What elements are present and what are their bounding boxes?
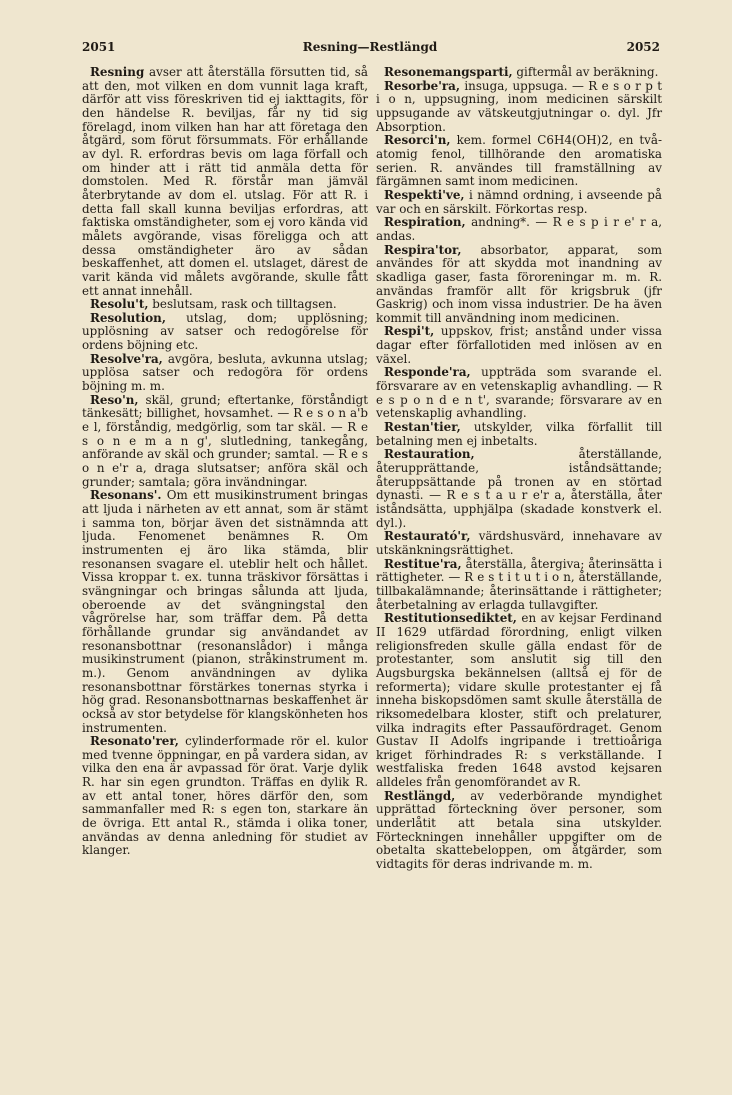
- entry-headword: Resorci'n,: [384, 133, 451, 148]
- entry-text: andning*. — R e s p i r e' r a, andas.: [376, 215, 662, 243]
- entry-headword: Resolve'ra,: [90, 351, 163, 366]
- entry-text: återställa, återgiva; återinsätta i rättigheter. — R e s t i t u t i o n, återställande, tillbakalämnande; återinsättande i rättigheter; återbetalning av erlagda tullavgifter.: [376, 556, 662, 612]
- right-page-number: 2052: [626, 40, 660, 54]
- entry-text: avser att återställa försutten tid, så att den, mot vilken en dom vunnit laga kraft, därför att viss föreskriven tid ej iakttagits, för den händelse R. beviljas, får ny tid sig förelagd, inom vilken han har att företaga den åtgärd, som förut försummats. För erhållande av dyl. R. erfordras bevis om laga förfall och om hinder att i rätt tid anmäla detta för domstolen. Med R. förstår man jämväl återbrytande av dom el. utslag. För att R. i detta fall skall kunna beviljas erfordras, att faktiska omständigheter, som ej voro kända vid målets avgörande, visas föreligga och att dessa omständigheter äro av sådan beskaffenhet, att domen el. utslaget, därest de varit kända vid målets avgörande, skulle fått ett annat innehåll.: [82, 65, 368, 298]
- entry-headword: Restauration,: [384, 447, 475, 462]
- entry-text: avgöra, besluta, avkunna utslag; upplösa satser och redogöra för ordens böjning m. m.: [82, 351, 368, 394]
- dictionary-entry: [82, 353, 368, 394]
- dictionary-entry: [376, 530, 662, 557]
- entry-text: giftermål av beräkning.: [512, 65, 659, 79]
- entry-headword: Resonato'rer,: [90, 734, 179, 749]
- entry-headword: Respi't,: [384, 324, 435, 339]
- entry-text: Om ett musikinstrument bringas att ljuda i närheten av ett annat, som är stämt i samma ton, börjar även det sistnämnda att ljuda. Fenomenet benämnes R. Om instrumenten ej äro lika stämda, blir resonansen svagare el. uteblir helt och hållet. Vissa kroppar t. ex. tunna träskivor försättas i svängningar och bringas sålunda att ljuda, oberoende av det svängningstal den vågrörelse har, som träffar dem. På detta förhållande grundar sig användandet av resonansbottnar (resonanslådor) i många musikinstrument (pianon, stråkinstrument m. m.). Genom användningen av dylika resonansbottnar förstärkes tonernas styrka i hög grad. Resonansbottnarnas beskaffenhet är också av stor betydelse för klangskönheten hos instrumenten.: [82, 488, 368, 735]
- entry-text: i nämnd ordning, i avseende på var och en särskilt. Förkortas resp.: [376, 187, 662, 216]
- dictionary-entry: [82, 735, 368, 858]
- entry-text: cylinderformade rör el. kulor med tvenne öppningar, en på vardera sidan, av vilka den ena är avpassad för örat. Varje dylik R. har sin egen grundton. Träffas en dylik R. av ett antal toner, höres därför den, som sammanfaller med R: s egen ton, starkare än de övriga. Ett antal R., stämda i olika toner, användas av denna anledning för studiet av klanger.: [82, 734, 368, 858]
- entry-text: av vederbörande myndighet upprättad förteckning över personer, som underlåtit att betala sina utskylder. Förteckningen innehåller uppgifter om de obetalta skattebeloppen, om åtgärder, som vidtagits för deras indrivande m. m.: [376, 788, 662, 872]
- dictionary-entry: [376, 189, 662, 216]
- dictionary-entry: [376, 366, 662, 421]
- entry-text: återställande, återupprättande, iståndsättande; återuppsättande på tronen av en störtad dynasti. — R e s t a u r e'r a, återställa, åter iståndsätta, upphjälpa (skadade konstverk el. dyl.).: [376, 447, 662, 530]
- entry-text: en av kejsar Ferdinand II 1629 utfärdad förordning, enligt vilken religionsfreden skulle gälla endast för de protestanter, som anslutit sig till den Augsburgska bekännelsen (alltså ej för de reformerta); vidare skulle protestanter ej få inneha biskopsdömen samt skulle återställa de riksomedelbara kloster, stift och prelaturer, vilka indragits efter Passaufördraget. Genom Gustav II Adolfs ingripande i trettioåriga kriget förhindrades R: s verkställande. I westfaliska freden 1648 avstod kejsaren alldeles från genomförandet av R.: [376, 611, 662, 790]
- entry-text: beslutsam, rask och tilltagsen.: [148, 297, 337, 312]
- entry-headword: Respekti've,: [384, 187, 465, 202]
- right-column: [376, 66, 662, 872]
- entry-text: absorbator, apparat, som användes för att skydda mot inandning av skadliga gaser, fasta föroreningar m. m. R. användas framför allt för krigsbruk (jfr Gaskrig) och inom vissa industrier. De ha även kommit till användning inom medicinen.: [376, 242, 662, 325]
- entry-text: uppskov, frist; anstånd under vissa dagar efter förfallotiden med inlösen av en växel.: [376, 324, 662, 366]
- entry-text: kem. formel C6H4(OH)2, en två-atomig fenol, tillhörande den aromatiska serien. R. användes till framställning av färgämnen samt inom medicinen.: [376, 133, 662, 189]
- dictionary-entry: [376, 244, 662, 326]
- dictionary-entry: [376, 216, 662, 243]
- entry-headword: Resonans'.: [90, 488, 162, 503]
- dictionary-entry: [82, 298, 368, 312]
- dictionary-entry: [376, 558, 662, 613]
- entry-headword: Restitutionsediktet,: [384, 611, 517, 626]
- entry-text: värdshusvärd, innehavare av utskänkningsrättighet.: [376, 529, 662, 557]
- dictionary-entry: [376, 80, 662, 135]
- entry-headword: Resorbe'ra,: [384, 78, 460, 93]
- entry-headword: Restlängd,: [384, 788, 456, 803]
- dictionary-entry: [82, 312, 368, 353]
- dictionary-entry: [82, 489, 368, 735]
- entry-text: utslag, dom; upplösning; upplösning av satser och redogörelse för ordens böjning etc.: [82, 310, 368, 353]
- dictionary-entry: [82, 66, 368, 298]
- entry-text: utskylder, vilka förfallit till betalning men ej inbetalts.: [376, 420, 662, 448]
- dictionary-entry: [376, 448, 662, 530]
- running-title: Resning—Restlängd: [302, 40, 438, 54]
- entry-headword: Restaurató'r,: [384, 529, 471, 544]
- dictionary-entry: [376, 134, 662, 189]
- entry-headword: Resolu't,: [90, 297, 149, 312]
- entry-headword: Resning: [90, 65, 145, 79]
- dictionary-entry: [376, 66, 662, 80]
- entry-headword: Resolution,: [90, 310, 166, 325]
- entry-text: uppträda som svarande el. försvarare av en vetenskaplig avhandling. — R e s p o n d e n t', svarande; försvarare av en vetenskaplig avhandling.: [376, 365, 662, 421]
- entry-text: insuga, uppsuga. — R e s o r p t i o n, uppsugning, inom medicinen särskilt uppsugande av vätskeutgjutningar o. dyl. Jfr Absorption.: [376, 78, 662, 134]
- entry-headword: Restitue'ra,: [384, 556, 462, 571]
- left-page-number: 2051: [82, 40, 116, 54]
- entry-headword: Respiration,: [384, 215, 466, 230]
- page-header: [80, 40, 660, 58]
- dictionary-entry: [376, 421, 662, 448]
- dictionary-entry: [376, 790, 662, 872]
- left-column: [82, 66, 368, 858]
- dictionary-entry: [376, 612, 662, 790]
- entry-headword: Resonemangsparti,: [384, 65, 513, 79]
- entry-headword: Respira'tor,: [384, 242, 462, 257]
- entry-headword: Reso'n,: [90, 392, 139, 407]
- entry-text: skäl, grund; eftertanke, förståndigt tänkesätt; billighet, hovsamhet. — R e s o n a'b e l, förståndig, medgörlig, som tar skäl. — R e s o n e m a n g', slutledning, tankegång, anförande av skäl och grunder; samtal. — R e s o n e'r a, draga slutsatser; anföra skäl och grunder; samtala; göra invändningar.: [82, 392, 368, 489]
- dictionary-entry: [82, 394, 368, 490]
- entry-headword: Responde'ra,: [384, 365, 471, 380]
- dictionary-entry: [376, 325, 662, 366]
- entry-headword: Restan'tier,: [384, 420, 461, 435]
